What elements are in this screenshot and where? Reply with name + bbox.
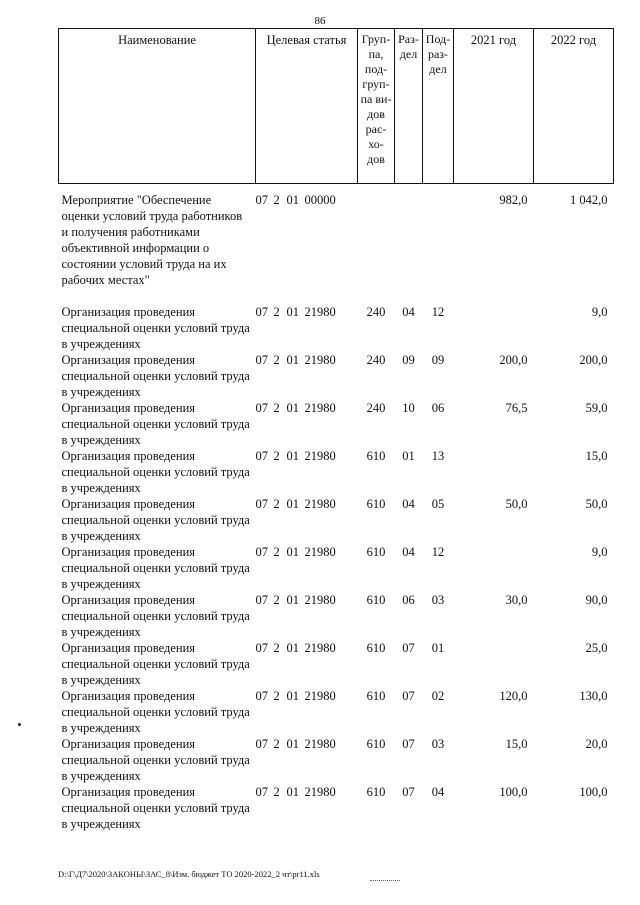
target-code-part: 21980 <box>304 593 336 607</box>
target-code-part: 2 <box>273 737 280 751</box>
group-code: 240 <box>366 401 386 415</box>
group-code: 610 <box>366 593 386 607</box>
subsection-code: 13 <box>431 449 445 463</box>
group-code: 610 <box>366 641 386 655</box>
target-code-part: 07 <box>255 449 268 463</box>
target-code-part: 21980 <box>304 305 336 319</box>
target-code-part: 01 <box>286 785 299 799</box>
row-name: Организация проведения специальной оценки условий труда в учреждениях <box>61 545 250 591</box>
row-name: Организация проведения специальной оценки условий труда в учреждениях <box>61 401 250 447</box>
target-code <box>256 688 358 736</box>
subsection-code: 09 <box>431 353 445 367</box>
header-name: Наименование <box>59 29 256 184</box>
section-code: 10 <box>402 401 415 415</box>
header-target: Целевая статья <box>256 29 358 184</box>
section-code: 01 <box>402 449 415 463</box>
amount-2021 <box>454 640 534 688</box>
target-code-part: 07 <box>255 641 268 655</box>
target-code-part: 2 <box>273 353 280 367</box>
group-code: 610 <box>366 689 386 703</box>
target-code-part: 2 <box>273 449 280 463</box>
amount-2021: 15,0 <box>505 737 528 751</box>
target-code-part: 2 <box>273 497 280 511</box>
table-row <box>59 640 614 688</box>
subsection-code <box>423 184 454 289</box>
target-code-part: 07 <box>255 737 268 751</box>
target-code-part: 21980 <box>304 497 336 511</box>
section-code: 09 <box>402 353 415 367</box>
subsection-code: 03 <box>431 593 445 607</box>
row-name: Мероприятие "Обеспечение оценки условий труда работников и получения работниками объективной информации о состоянии условий труда на их рабочих местах" <box>61 193 243 287</box>
row-name: Организация проведения специальной оценки условий труда в учреждениях <box>61 737 250 783</box>
section-code <box>395 184 423 289</box>
target-code-part: 2 <box>273 193 280 207</box>
amount-2021 <box>454 544 534 592</box>
amount-2022: 90,0 <box>585 593 608 607</box>
target-code-part: 07 <box>255 401 268 415</box>
group-code: 240 <box>366 353 386 367</box>
target-code-part: 21980 <box>304 545 336 559</box>
table-row <box>59 736 614 784</box>
subsection-code: 03 <box>431 737 445 751</box>
amount-2021: 200,0 <box>499 353 528 367</box>
table-row <box>59 592 614 640</box>
target-code-part: 2 <box>273 641 280 655</box>
subsection-code: 05 <box>431 497 445 511</box>
header-2021: 2021 год <box>454 29 534 184</box>
table-row <box>59 448 614 496</box>
subsection-code: 12 <box>431 545 445 559</box>
amount-2022: 130,0 <box>579 689 608 703</box>
scan-artifact-mark <box>370 880 400 883</box>
target-code-part: 21980 <box>304 449 336 463</box>
subsection-code: 04 <box>431 785 445 799</box>
amount-2021: 76,5 <box>505 401 528 415</box>
group-code: 610 <box>366 545 386 559</box>
row-name: Организация проведения специальной оценки условий труда в учреждениях <box>61 305 250 351</box>
target-code <box>256 448 358 496</box>
amount-2021 <box>454 304 534 352</box>
amount-2022: 200,0 <box>579 353 608 367</box>
header-subsection: Под- раз- дел <box>423 29 454 184</box>
target-code-part: 01 <box>286 737 299 751</box>
row-name: Организация проведения специальной оценки условий труда в учреждениях <box>61 497 250 543</box>
target-code-part: 07 <box>255 305 268 319</box>
row-name: Организация проведения специальной оценки условий труда в учреждениях <box>61 593 250 639</box>
amount-2022: 20,0 <box>585 737 608 751</box>
amount-2022: 9,0 <box>591 545 608 559</box>
target-code <box>256 736 358 784</box>
target-code-part: 21980 <box>304 353 336 367</box>
target-code-part: 21980 <box>304 785 336 799</box>
section-code: 04 <box>402 497 415 511</box>
target-code-part: 01 <box>286 305 299 319</box>
header-group: Груп- па, под- груп- па ви- дов рас- хо- дов <box>358 29 395 184</box>
target-code-part: 2 <box>273 401 280 415</box>
row-name: Организация проведения специальной оценки условий труда в учреждениях <box>61 353 250 399</box>
amount-2022: 1 042,0 <box>570 193 608 207</box>
table-row <box>59 496 614 544</box>
group-code <box>358 184 395 289</box>
amount-2022: 9,0 <box>591 305 608 319</box>
target-code-part: 01 <box>286 449 299 463</box>
file-path-footer: D:\Г\Д7\2020\ЗАКОНЫ\ЗАС_8\Изм. бюджет ТО 2020-2022_2 чт\pr11.xls <box>58 869 320 879</box>
header-row <box>59 29 614 184</box>
amount-2021: 982,0 <box>499 193 528 207</box>
group-code: 610 <box>366 785 386 799</box>
row-name: Организация проведения специальной оценки условий труда в учреждениях <box>61 689 250 735</box>
target-code-part: 21980 <box>304 401 336 415</box>
target-code <box>256 640 358 688</box>
target-code-part: 01 <box>286 401 299 415</box>
target-code-part: 07 <box>255 785 268 799</box>
row-name: Организация проведения специальной оценки условий труда в учреждениях <box>61 449 250 495</box>
table-row <box>59 184 614 289</box>
target-code <box>256 184 358 289</box>
target-code-part: 07 <box>255 593 268 607</box>
section-code: 07 <box>402 785 415 799</box>
page-number: 86 <box>314 15 326 27</box>
target-code-part: 01 <box>286 689 299 703</box>
table-row <box>59 400 614 448</box>
scan-artifact-dot <box>18 723 21 726</box>
target-code <box>256 352 358 400</box>
row-name: Организация проведения специальной оценки условий труда в учреждениях <box>61 641 250 687</box>
target-code-part: 01 <box>286 545 299 559</box>
table-row <box>59 544 614 592</box>
header-2022: 2022 год <box>534 29 614 184</box>
amount-2021: 30,0 <box>505 593 528 607</box>
amount-2021 <box>454 448 534 496</box>
table-row <box>59 304 614 352</box>
group-code: 610 <box>366 449 386 463</box>
target-code-part: 01 <box>286 353 299 367</box>
table-row <box>59 784 614 832</box>
target-code-part: 00000 <box>304 193 336 207</box>
target-code-part: 2 <box>273 545 280 559</box>
target-code-part: 01 <box>286 593 299 607</box>
target-code-part: 2 <box>273 305 280 319</box>
target-code-part: 01 <box>286 497 299 511</box>
target-code-part: 07 <box>255 545 268 559</box>
amount-2022: 15,0 <box>585 449 608 463</box>
spacer-cell <box>59 288 614 304</box>
header-section: Раз- дел <box>395 29 423 184</box>
amount-2022: 100,0 <box>579 785 608 799</box>
group-code: 610 <box>366 737 386 751</box>
subsection-code: 01 <box>431 641 445 655</box>
row-spacer <box>59 288 614 304</box>
subsection-code: 02 <box>431 689 445 703</box>
subsection-code: 12 <box>431 305 445 319</box>
amount-2021: 50,0 <box>505 497 528 511</box>
table-row <box>59 352 614 400</box>
amount-2022: 25,0 <box>585 641 608 655</box>
section-code: 06 <box>402 593 415 607</box>
amount-2022: 50,0 <box>585 497 608 511</box>
target-code-part: 01 <box>286 193 299 207</box>
target-code-part: 2 <box>273 593 280 607</box>
target-code <box>256 544 358 592</box>
target-code <box>256 400 358 448</box>
section-code: 04 <box>402 305 415 319</box>
target-code-part: 21980 <box>304 641 336 655</box>
budget-table <box>58 28 614 832</box>
amount-2022: 59,0 <box>585 401 608 415</box>
section-code: 04 <box>402 545 415 559</box>
amount-2021: 120,0 <box>499 689 528 703</box>
target-code-part: 2 <box>273 785 280 799</box>
group-code: 610 <box>366 497 386 511</box>
target-code <box>256 592 358 640</box>
target-code-part: 07 <box>255 353 268 367</box>
target-code-part: 07 <box>255 497 268 511</box>
target-code-part: 21980 <box>304 737 336 751</box>
target-code-part: 21980 <box>304 689 336 703</box>
subsection-code: 06 <box>431 401 445 415</box>
target-code <box>256 304 358 352</box>
target-code-part: 2 <box>273 689 280 703</box>
target-code-part: 07 <box>255 193 268 207</box>
group-code: 240 <box>366 305 386 319</box>
row-name: Организация проведения специальной оценки условий труда в учреждениях <box>61 785 250 831</box>
section-code: 07 <box>402 689 415 703</box>
amount-2021: 100,0 <box>499 785 528 799</box>
section-code: 07 <box>402 641 415 655</box>
target-code-part: 07 <box>255 689 268 703</box>
target-code <box>256 496 358 544</box>
target-code-part: 01 <box>286 641 299 655</box>
table-row <box>59 688 614 736</box>
target-code <box>256 784 358 832</box>
section-code: 07 <box>402 737 415 751</box>
